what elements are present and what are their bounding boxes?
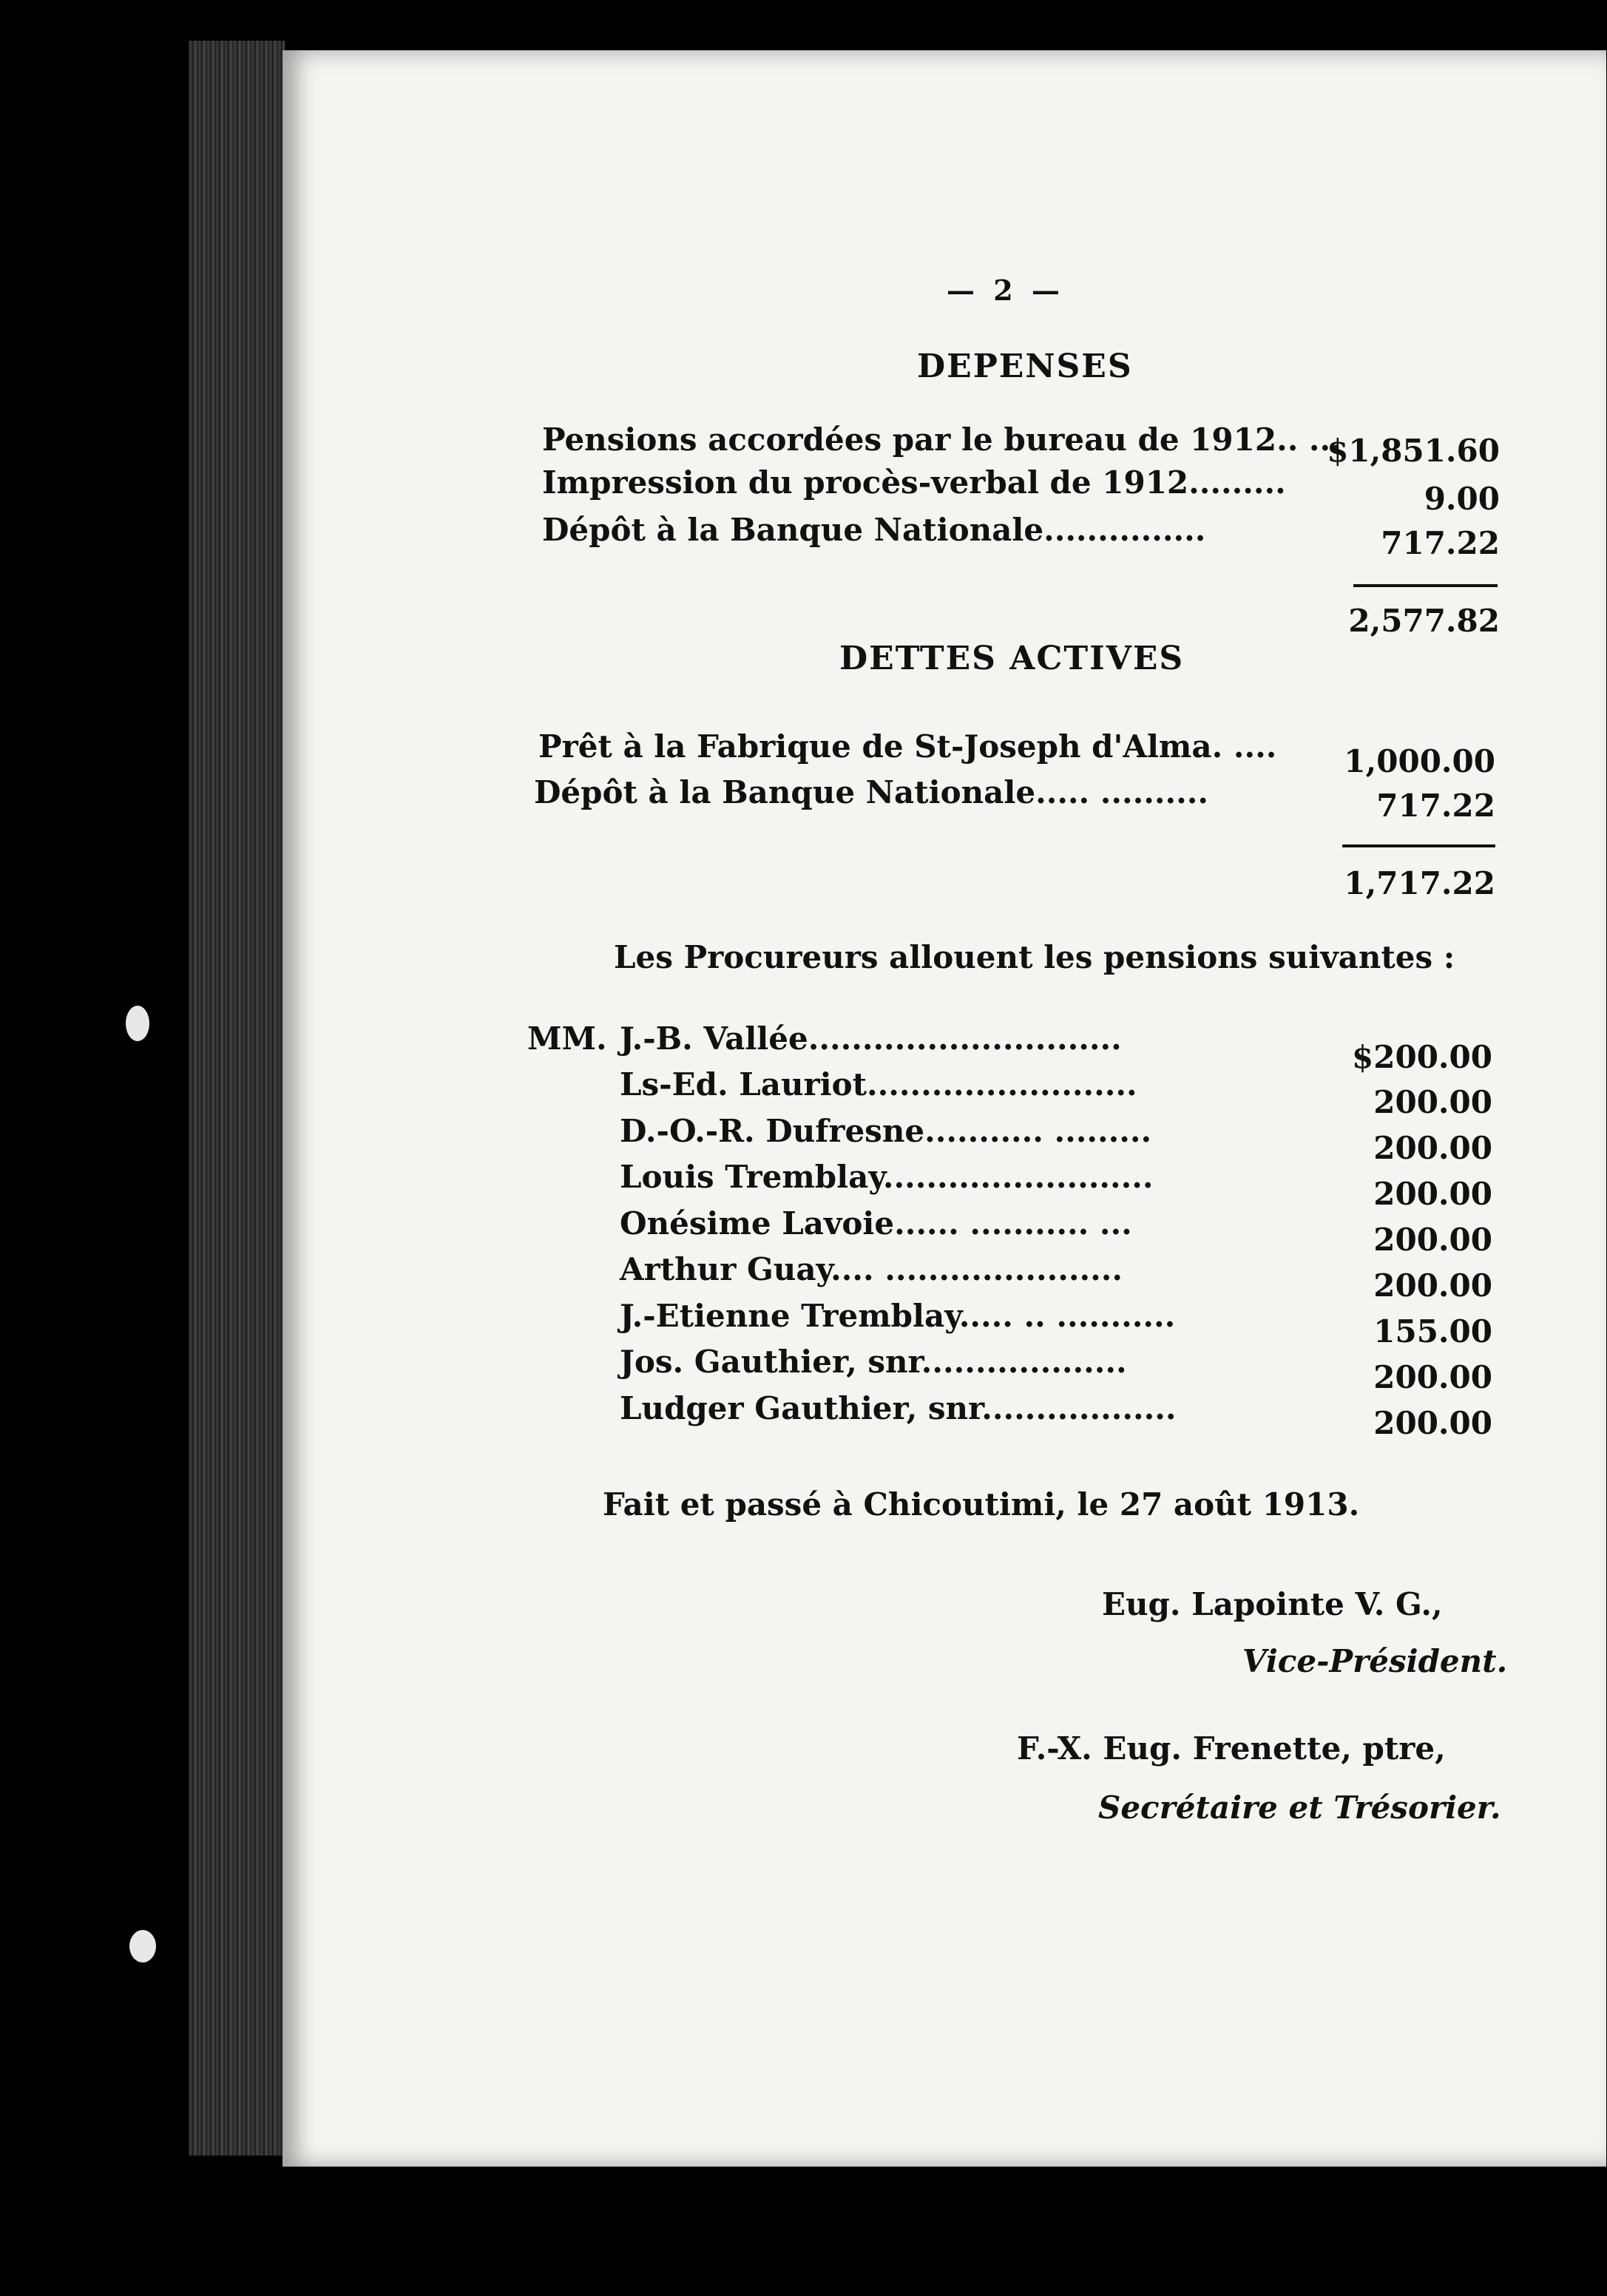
book-spine-edge bbox=[189, 41, 285, 2156]
dettes-total: 1,717.22 bbox=[1344, 865, 1495, 901]
scan-speck bbox=[129, 1930, 156, 1963]
depense-item-label: Dépôt à la Banque Nationale............... bbox=[542, 512, 1206, 548]
dettes-actives-heading: DETTES ACTIVES bbox=[839, 640, 1185, 677]
pension-name: Ludger Gauthier, snr.................. bbox=[620, 1390, 1177, 1426]
pension-name: Onésime Lavoie...... ........... ... bbox=[620, 1205, 1132, 1242]
signature-title: Secrétaire et Trésorier. bbox=[1098, 1789, 1501, 1826]
pension-amount: 155.00 bbox=[1373, 1313, 1492, 1350]
pension-amount: 200.00 bbox=[1373, 1130, 1492, 1166]
depenses-heading: DEPENSES bbox=[917, 348, 1133, 385]
pension-name: D.-O.-R. Dufresne........... ......... bbox=[620, 1113, 1152, 1149]
depenses-total: 2,577.82 bbox=[1348, 603, 1500, 639]
pension-amount: 200.00 bbox=[1373, 1359, 1492, 1395]
pension-name: J.-B. Vallée............................. bbox=[620, 1020, 1122, 1057]
pension-amount: $200.00 bbox=[1352, 1039, 1492, 1075]
depense-item-label: Impression du procès-verbal de 1912......... bbox=[542, 464, 1286, 501]
depense-item-label: Pensions accordées par le bureau de 1912.. ... bbox=[542, 421, 1342, 458]
pension-amount: 200.00 bbox=[1373, 1405, 1492, 1441]
pension-name: Jos. Gauthier, snr................... bbox=[620, 1344, 1127, 1380]
pension-amount: 200.00 bbox=[1373, 1267, 1492, 1304]
depense-item-amount: 9.00 bbox=[1424, 481, 1500, 517]
signature-title: Vice-Président. bbox=[1242, 1643, 1508, 1679]
closing-statement: Fait et passé à Chicoutimi, le 27 août 1913. bbox=[603, 1486, 1360, 1523]
pension-name: J.-Etienne Tremblay..... .. ........... bbox=[620, 1298, 1176, 1334]
pension-name: Louis Tremblay......................... bbox=[620, 1159, 1154, 1195]
dette-item-label: Dépôt à la Banque Nationale..... .......... bbox=[534, 774, 1209, 810]
signature-name: Eug. Lapointe V. G., bbox=[1102, 1586, 1443, 1622]
pension-name: Ls-Ed. Lauriot......................... bbox=[620, 1066, 1137, 1103]
page-number: — 2 — bbox=[947, 274, 1064, 307]
pension-amount: 200.00 bbox=[1373, 1084, 1492, 1120]
scan-speck bbox=[126, 1006, 149, 1041]
dette-item-label: Prêt à la Fabrique de St-Joseph d'Alma. .... bbox=[538, 728, 1277, 765]
pensions-intro: Les Procureurs allouent les pensions suivantes : bbox=[614, 939, 1455, 975]
pension-amount: 200.00 bbox=[1373, 1222, 1492, 1258]
total-rule bbox=[1353, 584, 1498, 587]
pensions-prefix: MM. bbox=[527, 1020, 607, 1057]
depense-item-amount: 717.22 bbox=[1381, 525, 1500, 561]
signature-name: F.-X. Eug. Frenette, ptre, bbox=[1017, 1730, 1446, 1767]
dette-item-amount: 717.22 bbox=[1376, 788, 1495, 824]
total-rule bbox=[1342, 844, 1495, 847]
dette-item-amount: 1,000.00 bbox=[1344, 743, 1495, 779]
depense-item-amount: $1,851.60 bbox=[1327, 433, 1500, 469]
pension-name: Arthur Guay.... ...................... bbox=[620, 1251, 1123, 1287]
pension-amount: 200.00 bbox=[1373, 1176, 1492, 1212]
